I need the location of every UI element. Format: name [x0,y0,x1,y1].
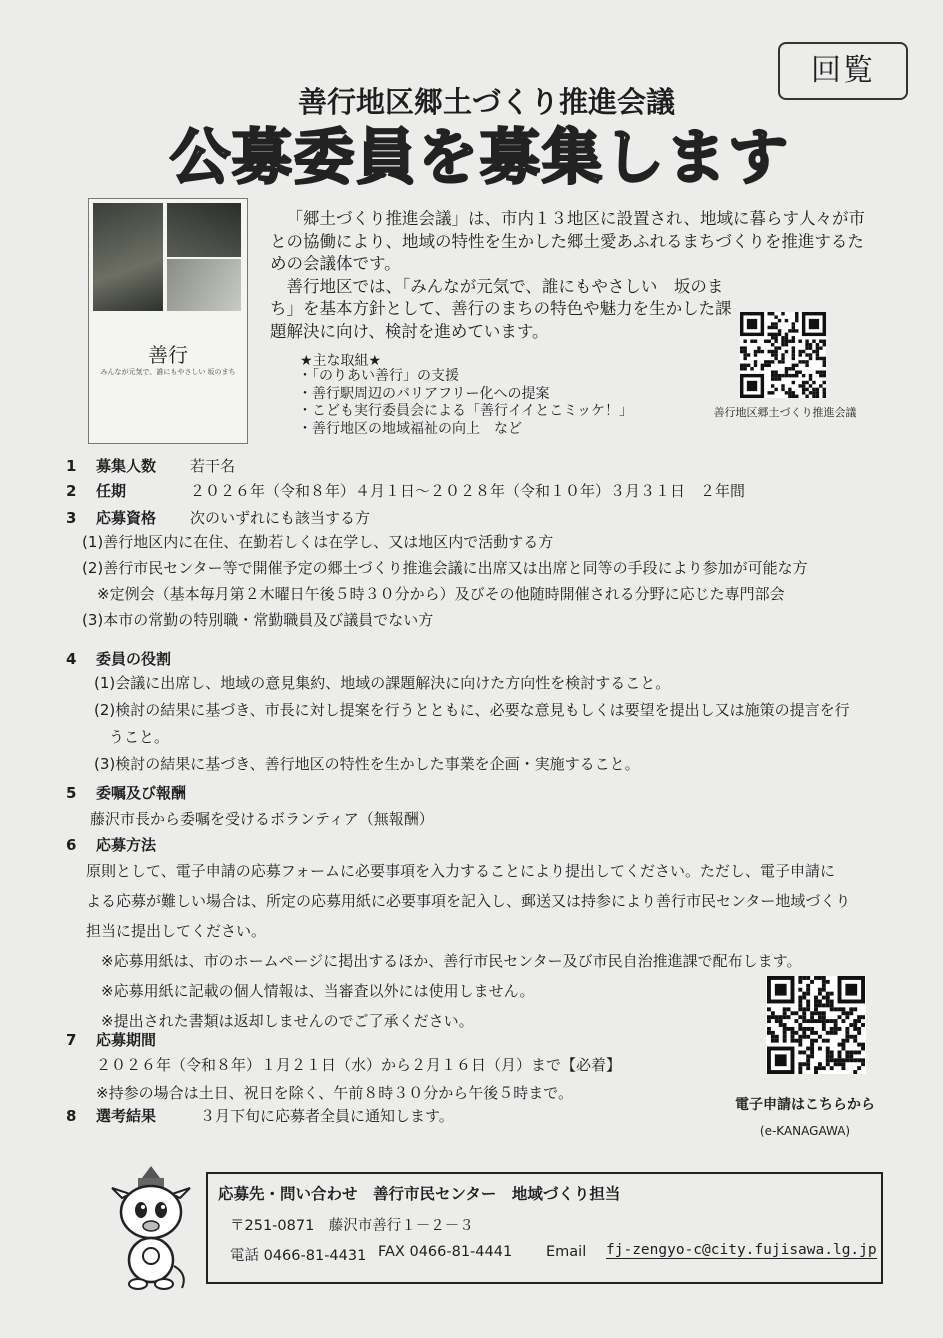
subtitle: 善行地区郷土づくり推進会議 [297,85,675,119]
main-efforts-item: ・善行駅周辺のバリアフリー化への提案 [298,385,550,402]
section-application-period [66,1029,621,1107]
method-text: 原則として、電子申請の応募フォームに必要事項を入力することにより提出してください。ただし、電子申請に [86,862,835,880]
contact-email-label: Email [546,1244,587,1260]
cover-photo [93,203,163,311]
brochure-cover-image [88,198,248,444]
main-efforts-item: ・こども実行委員会による「善行イイとこミッケ！」 [298,403,634,419]
qr-code-label: 善行地区郷土づくり推進会議 [713,406,857,419]
main-efforts-item: ・善行地区の地域福祉の向上 など [298,420,522,437]
period-text: ２０２６年（令和８年）１月２１日（水）から２月１６日（月）まで【必着】 [96,1056,622,1074]
section-title: 応募方法 [96,836,157,854]
qr-code[interactable] [740,312,826,398]
section-number: 5 [66,784,77,802]
qr-code-e-application[interactable] [766,976,866,1074]
section-number: 6 [66,836,77,854]
section-appointment [66,782,434,834]
section-number: 1 [66,457,77,475]
section-value: ３月下旬に応募者全員に通知します。 [200,1107,454,1125]
eligibility-item: (1)善行地区内に在住、在勤若しくは在学し、又は地区内で活動する方 [82,533,554,551]
method-text: よる応募が難しい場合は、所定の応募用紙に必要事項を記入し、郵送又は持参により善行市民センター地域づくり [86,892,851,910]
section-number: 8 [66,1107,77,1125]
method-note: ※応募用紙は、市のホームページに掲出するほか、善行市民センター及び市民自治推進課で配布します。 [86,952,802,970]
section-number: 2 [66,482,77,500]
section-application-method [66,834,850,1036]
page-title-graphic [160,118,800,194]
section-value: 若干名 [190,457,236,475]
circulation-stamp: 回覧 [778,42,908,100]
mascot-illustration [108,1164,194,1294]
section-title: 募集人数 [96,457,157,475]
contact-box [206,1172,883,1284]
section-value: 次のいずれにも該当する方 [190,509,371,527]
section-number: 4 [66,650,77,668]
section-title: 委嘱及び報酬 [96,784,187,802]
eligibility-item: (2)善行市民センター等で開催予定の郷土づくり推進会議に出席又は出席と同等の手段により参加が可能な方 [82,559,808,577]
cover-photo [167,203,241,257]
period-note: ※持参の場合は土日、祝日を除く、午前８時３０分から午後５時まで。 [96,1084,573,1102]
method-note: ※提出された書類は返却しませんのでご了承ください。 [86,1012,474,1030]
method-note: ※応募用紙に記載の個人情報は、当審査以外には使用しません。 [86,982,535,1000]
method-text: 担当に提出してください。 [86,922,267,940]
role-item: うこと。 [94,728,170,746]
intro-paragraph: 「郷土づくり推進会議」は、市内１３地区に設置され、地域に暮らす人々が市との協働により、地域の特性を生かした郷土愛あふれるまちづくりを推進するための会議体です。 [270,209,865,273]
main-efforts-heading: ★主な取組★ [300,353,382,369]
eligibility-note: ※定例会（基本毎月第２木曜日午後５時３０分から）及びその他随時開催される分野に応じた専門部会 [82,585,785,603]
role-item: (1)会議に出席し、地域の意見集約、地域の課題解決に向けた方向性を検討すること。 [94,674,671,692]
role-item: (2)検討の結果に基づき、市長に対し提案を行うとともに、必要な意見もしくは要望を提出し又は施策の提言を行 [94,701,850,719]
qr-code-label: 電子申請はこちらから [735,1097,875,1113]
section-number: 3 [66,509,77,527]
role-item: (3)検討の結果に基づき、善行地区の特性を生かした事業を企画・実施すること。 [94,755,640,773]
intro-paragraph: 善行地区では、「みんなが元気で、誰にもやさしい 坂のまち」を基本方針として、善行のまちの特色や魅力を生かした課題解決に向け、検討を進めています。 [270,276,732,341]
section-value: ２０２６年（令和８年）４月１日～２０２８年（令和１０年）３月３１日 ２年間 [190,482,746,500]
section-title: 応募資格 [96,509,157,527]
section-selection-result [66,1105,454,1127]
section-term [66,480,745,502]
contact-fax: FAX 0466-81-4441 [378,1244,513,1260]
contact-address: 〒251-0871 藤沢市善行１－２－３ [230,1218,474,1234]
section-title: 応募期間 [96,1031,157,1049]
page-title: 公募委員を募集します [170,123,790,193]
cover-photo [167,259,241,311]
section-role [66,648,850,778]
main-efforts-list [298,368,633,438]
section-title: 委員の役割 [96,650,172,668]
contact-email-link[interactable]: fj-zengyo-c@city.fujisawa.lg.jp [606,1242,877,1258]
cover-title: 善行 [148,343,188,367]
section-recruitment-count [66,455,235,477]
section-number: 7 [66,1031,77,1049]
eligibility-item: (3)本市の常勤の特別職・常勤職員及び議員でない方 [82,611,434,629]
appointment-text: 藤沢市長から委嘱を受けるボランティア（無報酬） [90,810,434,828]
main-efforts-item: ・「のりあい善行」の支援 [298,368,459,384]
section-title: 選考結果 [96,1107,157,1125]
contact-tel: 電話 0466-81-4431 [230,1248,367,1264]
qr-code-sublabel: (e-KANAGAWA) [759,1124,851,1138]
section-title: 任期 [96,482,127,500]
section-eligibility [66,507,808,633]
contact-heading: 応募先・問い合わせ 善行市民センター 地域づくり担当 [218,1185,621,1203]
cover-subtitle: みんなが元気で、誰にもやさしい 坂のまち [100,368,236,376]
